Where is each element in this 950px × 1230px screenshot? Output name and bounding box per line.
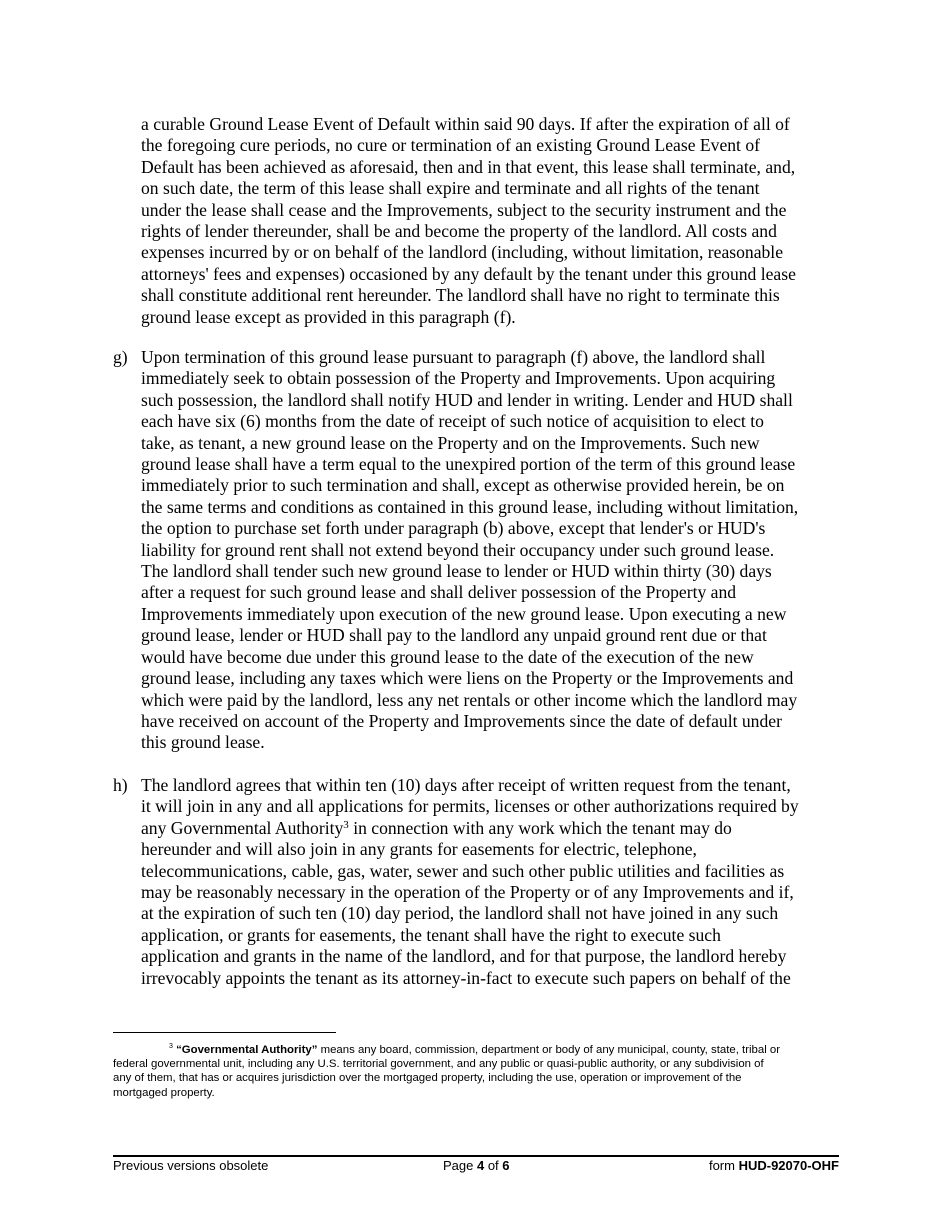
text-line: the option to purchase set forth under paragraph (b) above, except that lender's or HUD's: [141, 518, 766, 539]
text-line: a curable Ground Lease Event of Default within said 90 days. If after the expiration of all of: [141, 114, 790, 134]
text-segment: means any board, commission, department or body of any municipal, county, state, tribal or: [317, 1044, 781, 1056]
footnote-separator: [113, 1032, 336, 1033]
footnote: [113, 1043, 843, 1100]
text-segment: of: [484, 1158, 503, 1173]
text-segment: any Governmental Authority: [141, 817, 344, 838]
text-line: would have become due under this ground lease to the date of the execution of the new: [141, 646, 754, 667]
text-line: The landlord shall tender such new ground lease to lender or HUD within thirty (30) days: [141, 561, 772, 582]
text-segment: form: [708, 1158, 739, 1173]
text-line: hereunder and will also join in any grants for easements for electric, telephone,: [141, 839, 697, 860]
text-line: Improvements immediately upon execution of the new ground lease. Upon executing a new: [141, 603, 787, 624]
current-page: 4: [476, 1158, 485, 1173]
text-line: the same terms and conditions as contained in this ground lease, including without limitation,: [141, 496, 799, 517]
text-line: have received on account of the Property and Improvements since the date of default under: [141, 710, 782, 731]
footnote-line: [113, 1043, 843, 1057]
text-line: liability for ground rent shall not extend beyond their occupancy under such ground lease.: [141, 539, 775, 560]
text-line: Upon termination of this ground lease pursuant to paragraph (f) above, the landlord shall: [141, 347, 766, 367]
text-line: irrevocably appoints the tenant as its attorney-in-fact to execute such papers on behalf of the: [141, 967, 791, 988]
text-line: telecommunications, cable, gas, water, sewer and such other public utilities and facilities as: [141, 860, 785, 881]
text-line: such possession, the landlord shall notify HUD and lender in writing. Lender and HUD shall: [141, 389, 793, 410]
text-line: each have six (6) months from the date of receipt of such notice of acquisition to elect to: [141, 411, 764, 432]
paragraph-g: [113, 347, 843, 754]
text-line: ground lease, including any taxes which were liens on the Property or the Improvements and: [141, 668, 794, 689]
page-footer: [113, 1158, 839, 1173]
text-line: shall constitute additional rent hereunder. The landlord shall have no right to terminate this: [141, 285, 780, 306]
text-line: on such date, the term of this lease shall expire and terminate and all rights of the tenant: [141, 178, 760, 199]
paragraph-label: g): [113, 347, 128, 367]
footnote-number: 3: [169, 1043, 173, 1050]
text-line: at the expiration of such ten (10) day period, the landlord shall not have joined in any such: [141, 903, 779, 924]
text-line: application and grants in the name of the landlord, and for that purpose, the landlord hereby: [141, 946, 787, 967]
text-line: [141, 818, 843, 839]
form-id: HUD-92070-OHF: [738, 1158, 839, 1173]
text-line: this ground lease.: [141, 732, 265, 753]
text-line: may be reasonably necessary in the operation of the Property or of any Improvements and if,: [141, 882, 794, 903]
footnote-line: federal governmental unit, including any U.S. territorial government, and any public or quasi-public authority, or any subdivision of: [113, 1058, 764, 1071]
paragraph-h: [113, 775, 843, 989]
form-number: [709, 1158, 839, 1173]
footnote-line: mortgaged property.: [113, 1086, 215, 1099]
text-segment: in connection with any work which the tenant may do: [348, 817, 732, 838]
footnote-term: “Governmental Authority”: [176, 1044, 318, 1056]
page-number: [443, 1158, 510, 1173]
text-line: which were paid by the landlord, less any net rentals or other income which the landlord may: [141, 689, 798, 710]
text-line: immediately prior to such termination and shall, except as otherwise provided herein, be on: [141, 475, 785, 496]
paragraph-f-continued: [113, 114, 843, 328]
total-pages: 6: [502, 1158, 510, 1173]
text-line: The landlord agrees that within ten (10) days after receipt of written request from the tenant,: [141, 775, 791, 795]
text-line: Default has been achieved as aforesaid, then and in that event, this lease shall terminate, and,: [141, 156, 796, 177]
paragraph-label: h): [113, 775, 128, 795]
footnote-line: any of them, that has or acquires jurisdiction over the mortgaged property, including the use, operation or improvement of the: [113, 1072, 742, 1085]
text-line: ground lease, lender or HUD shall pay to the landlord any unpaid ground rent due or that: [141, 625, 767, 646]
text-line: it will join in any and all applications for permits, licenses or other authorizations required by: [141, 796, 799, 817]
text-line: expenses incurred by or on behalf of the landlord (including, without limitation, reasonable: [141, 242, 784, 263]
text-line: after a request for such ground lease and shall deliver possession of the Property and: [141, 582, 737, 603]
text-segment: Page: [443, 1158, 477, 1173]
text-line: attorneys' fees and expenses) occasioned by any default by the tenant under this ground lease: [141, 263, 796, 284]
text-line: take, as tenant, a new ground lease on the Property and on the Improvements. Such new: [141, 432, 760, 453]
text-line: immediately seek to obtain possession of the Property and Improvements. Upon acquiring: [141, 368, 776, 389]
footer-separator: [113, 1155, 839, 1157]
text-line: rights of lender thereunder, shall be and become the property of the landlord. All costs and: [141, 221, 777, 242]
footer-note: Previous versions obsolete: [113, 1158, 269, 1173]
text-line: application, or grants for easements, the tenant shall have the right to execute such: [141, 924, 721, 945]
text-line: under the lease shall cease and the Improvements, subject to the security instrument and the: [141, 199, 787, 220]
text-line: ground lease shall have a term equal to the unexpired portion of the term of this ground lease: [141, 454, 796, 475]
text-line: ground lease except as provided in this paragraph (f).: [141, 306, 516, 327]
footnote-reference[interactable]: 3: [343, 818, 349, 831]
text-line: the foregoing cure periods, no cure or termination of an existing Ground Lease Event of: [141, 135, 761, 156]
